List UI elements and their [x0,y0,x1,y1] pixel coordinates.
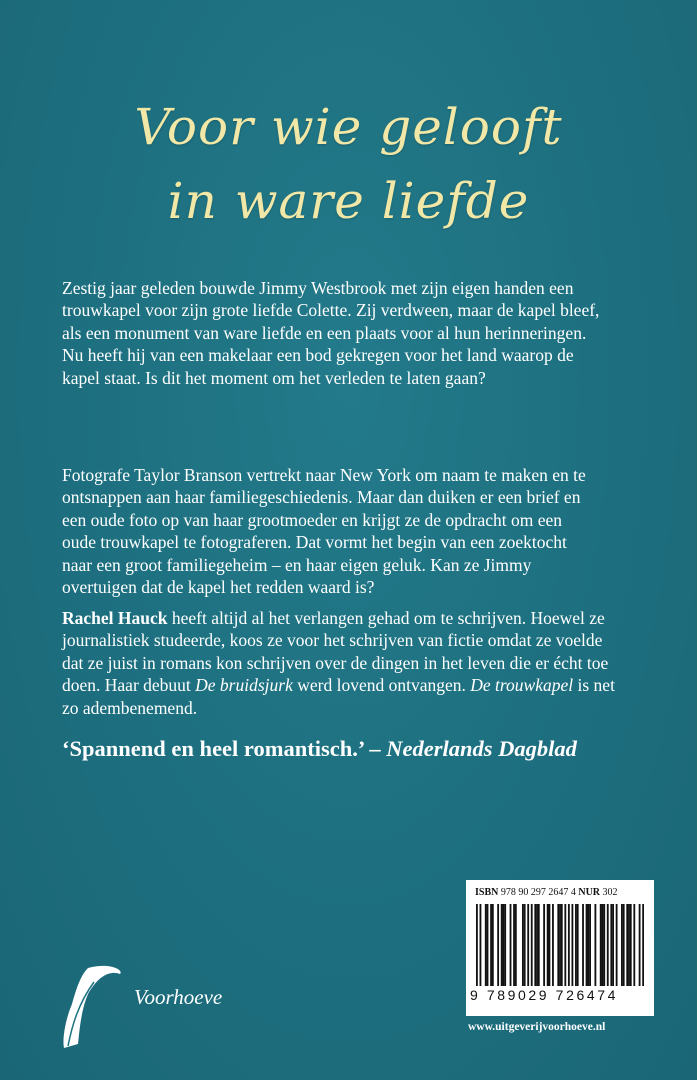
barcode-bar [485,904,487,986]
publisher-website: www.uitgeverijvoorhoeve.nl [468,1021,606,1033]
barcode-bar [536,904,538,986]
bio-text: doen. Haar debuut [62,675,196,696]
barcode-bar [600,904,602,986]
barcode-bar [513,904,515,986]
barcode-bar [561,904,563,986]
barcode-bar [480,904,482,986]
barcode-bar [492,904,494,986]
barcode-bar [568,904,570,986]
press-quote [62,736,682,762]
paragraph-line: Fotografe Taylor Branson vertrekt naar New York om naam te maken en te [62,465,586,485]
feather-quill-icon [58,960,138,1050]
barcode-bar [501,904,503,986]
barcode-bar [639,904,641,986]
bio-text: werd lovend ontvangen. [292,675,471,696]
barcode-bar [531,904,533,986]
barcode-bar [552,904,554,986]
barcode-bar [476,904,478,986]
barcode-bar [633,904,635,986]
barcode-bar [575,904,577,986]
barcode-bar [571,904,573,986]
barcode-bar [621,904,623,986]
barcode-bar [587,904,589,986]
barcode-bar [534,904,536,986]
barcode-bar [626,904,628,986]
paragraph-line: overtuigen dat de kapel het redden waard is? [62,577,375,598]
barcode-bar [582,904,584,986]
paragraph-line: oude trouwkapel te fotograferen. Dat vormt het begin van een zoektocht [62,532,567,553]
barcode-bar [577,904,579,986]
barcode-bar [547,904,549,986]
barcode-bar [628,904,630,986]
author-name: Rachel Hauck [62,608,168,628]
barcode-bar [490,904,492,986]
isbn-label: ISBN [475,887,499,898]
barcode-bar [487,904,489,986]
barcode-bar [564,904,566,986]
barcode-bar [549,904,551,986]
barcode-bar [612,904,614,986]
barcode-bar [616,904,618,986]
barcode-panel [466,880,654,1016]
bio-text: is net [573,675,615,696]
barcode-bar [515,904,517,986]
publisher-logo [58,960,298,1050]
paragraph-line: trouwkapel voor zijn grote liefde Colette. Zij verdween, maar de kapel bleef, [62,300,600,321]
barcode-bar [586,904,588,986]
paragraph-line [62,674,662,696]
quote-source: Nederlands Dagblad [386,736,577,761]
paragraph-line: ontsnappen aan haar familiegeschiedenis. Maar dan duiken er een brief en [62,487,581,508]
blurb-paragraph-2 [62,464,662,598]
barcode-bar [538,904,540,986]
barcode-bar [524,904,526,986]
barcode-graphic [476,904,644,986]
barcode-bar [559,904,561,986]
nur-number: 302 [600,887,618,898]
isbn-line [475,887,618,898]
isbn-number: 978 90 297 2647 4 [498,887,579,898]
barcode-bar [557,904,559,986]
paragraph-line: kapel staat. Is dit het moment om het verleden te laten gaan? [62,367,486,388]
paragraph-line: journalistiek studeerde, koos ze voor het schrijven van fictie omdat ze voelde [62,630,603,651]
paragraph-line: Zestig jaar geleden bouwde Jimmy Westbrook met zijn eigen handen een [62,278,574,298]
barcode-bar [522,904,524,986]
barcode-bar [630,904,632,986]
barcode-bar [610,904,612,986]
barcode-bar [607,904,609,986]
author-bio-paragraph [62,607,662,719]
paragraph-line: Nu heeft hij van een makelaar een bod gekregen voor het land waarop de [62,345,574,366]
blurb-paragraph-1 [62,277,662,389]
paragraph-line [62,607,662,629]
publisher-name: Voorhoeve [134,985,223,1009]
barcode-bar [623,904,625,986]
barcode-bar [510,904,512,986]
paragraph-line: dat ze juist in romans kon schrijven over de dingen in het leven die er écht toe [62,652,609,673]
paragraph-line: naar een groot familiegeheim – en haar eigen geluk. Kan ze Jimmy [62,554,532,575]
barcode-bar [504,904,506,986]
bio-text: heeft altijd al het verlangen gehad om te schrijven. Hoewel ze [167,608,605,628]
barcode-bar [543,904,545,986]
barcode-bar [527,904,529,986]
nur-label: NUR [578,887,601,898]
paragraph-line: zo adembenemend. [62,697,198,718]
barcode-bar [497,904,499,986]
paragraph-line: als een monument van ware liefde en een plaats voor al hun herinneringen. [62,322,587,343]
barcode-bar [594,904,596,986]
barcode-digits: 9 789029 726474 [470,987,618,1003]
barcode-bar [589,904,591,986]
quote-text: ‘Spannend en heel romantisch.’ – [62,736,387,761]
barcode-bar [602,904,604,986]
barcode-bar [642,904,644,986]
book-title-current: De trouwkapel [470,675,574,696]
headline-line-2: in ware liefde [167,172,530,230]
headline-line-1: Voor wie gelooft [134,98,563,156]
book-title-debut: De bruidsjurk [195,675,293,696]
paragraph-line: een oude foto op van haar grootmoeder en krijgt ze de opdracht om een [62,509,563,530]
barcode-bar [603,904,605,986]
barcode-bar [503,904,505,986]
